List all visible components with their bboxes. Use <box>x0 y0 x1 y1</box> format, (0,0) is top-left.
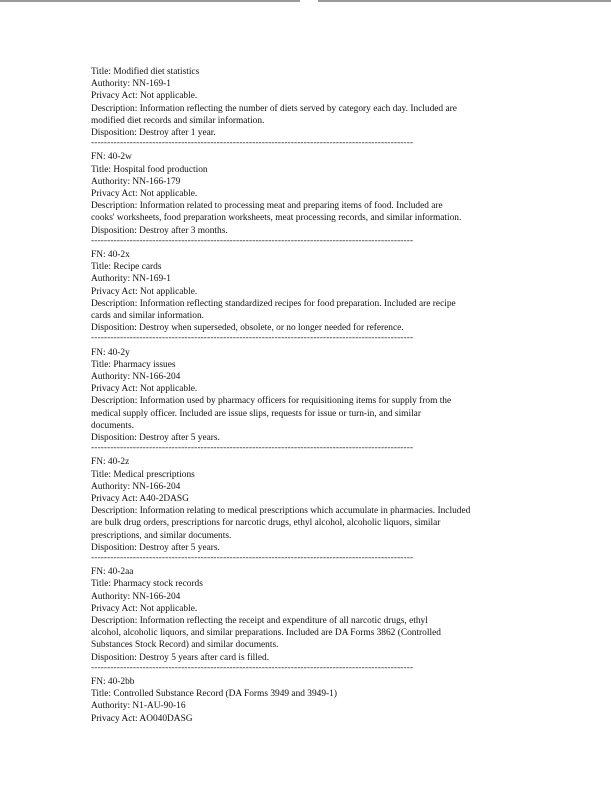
record-description-line: Description: Information relating to medical prescriptions which accumulate in pharmacies. Included <box>91 506 471 517</box>
record-file-number: FN: 40-2y <box>91 347 130 358</box>
record-disposition: Disposition: Destroy after 5 years. <box>91 433 220 444</box>
record-separator: ---------------------------------------------------------------------------------------------------- <box>91 334 414 344</box>
record-description-line: Description: Information used by pharmacy officers for requisitioning items for supply from the <box>91 396 452 407</box>
record-separator: ---------------------------------------------------------------------------------------------------- <box>91 236 414 246</box>
record-title: Title: Controlled Substance Record (DA Forms 3949 and 3949-1) <box>91 689 337 700</box>
record-privacy-act: Privacy Act: A40-2DASG <box>91 494 189 505</box>
record-authority: Authority: NN-166-204 <box>91 481 181 492</box>
record-description-line: documents. <box>91 420 134 431</box>
record-separator: ---------------------------------------------------------------------------------------------------- <box>91 139 414 149</box>
record-title: Title: Hospital food production <box>91 164 208 175</box>
record-authority: Authority: NN-169-1 <box>91 274 171 285</box>
record-privacy-act: Privacy Act: Not applicable. <box>91 603 198 614</box>
record-separator: ---------------------------------------------------------------------------------------------------- <box>91 663 414 673</box>
scan-edge-right <box>318 0 611 2</box>
record-disposition: Disposition: Destroy after 3 months. <box>91 225 228 236</box>
records-list <box>91 66 511 725</box>
record-file-number: FN: 40-2x <box>91 250 130 261</box>
record-privacy-act: Privacy Act: Not applicable. <box>91 384 198 395</box>
record-description-line: Description: Information reflecting the receipt and expenditure of all narcotic drugs, ethyl <box>91 616 428 627</box>
record-title: Title: Pharmacy stock records <box>91 579 203 590</box>
record-description-line: cards and similar information. <box>91 311 204 322</box>
record-description-line: Description: Information reflecting the number of diets served by category each day. Included are <box>91 103 457 114</box>
record-description-line: modified diet records and similar information. <box>91 115 265 126</box>
record-description-line: Substances Stock Record) and similar documents. <box>91 640 279 651</box>
record-privacy-act: Privacy Act: Not applicable. <box>91 286 198 297</box>
record-title: Title: Modified diet statistics <box>91 67 200 77</box>
record-file-number: FN: 40-2z <box>91 457 130 468</box>
record-title: Title: Medical prescriptions <box>91 469 195 480</box>
record-disposition: Disposition: Destroy 5 years after card is filled. <box>91 652 270 663</box>
record-separator: ---------------------------------------------------------------------------------------------------- <box>91 444 414 454</box>
record-privacy-act: Privacy Act: Not applicable. <box>91 91 198 102</box>
record-description-line: prescriptions, and similar documents. <box>91 530 232 541</box>
record-description-line: are bulk drug orders, prescriptions for narcotic drugs, ethyl alcohol, alcoholic liquors, similar <box>91 518 441 529</box>
scan-edge-left <box>0 0 300 2</box>
record-authority: Authority: NN-166-204 <box>91 372 181 383</box>
record-privacy-act: Privacy Act: Not applicable. <box>91 189 198 200</box>
record-description-line: cooks' worksheets, food preparation worksheets, meat processing records, and similar information. <box>91 213 462 224</box>
record-disposition: Disposition: Destroy when superseded, obsolete, or no longer needed for reference. <box>91 323 404 334</box>
record-authority: Authority: NN-169-1 <box>91 79 171 90</box>
record-disposition: Disposition: Destroy after 1 year. <box>91 128 216 139</box>
record-description-line: Description: Information reflecting standardized recipes for food preparation. Included are recipe <box>91 298 456 309</box>
record-file-number: FN: 40-2w <box>91 152 132 163</box>
record-separator: ---------------------------------------------------------------------------------------------------- <box>91 554 414 564</box>
record-authority: Authority: NN-166-179 <box>91 176 181 187</box>
record-disposition: Disposition: Destroy after 5 years. <box>91 542 220 553</box>
record-file-number: FN: 40-2bb <box>91 677 135 688</box>
record-title: Title: Pharmacy issues <box>91 359 176 370</box>
record-authority: Authority: NN-166-204 <box>91 591 181 602</box>
record-description-line: medical supply officer. Included are issue slips, requests for issue or turn-in, and similar <box>91 408 421 419</box>
record-authority: Authority: N1-AU-90-16 <box>91 701 186 712</box>
record-file-number: FN: 40-2aa <box>91 567 134 578</box>
record-privacy-act: Privacy Act: AO040DASG <box>91 713 193 724</box>
record-description-line: alcohol, alcoholic liquors, and similar preparations. Included are DA Forms 3862 (Controlled <box>91 628 441 639</box>
record-description-line: Description: Information related to processing meat and preparing items of food. Included are <box>91 201 443 212</box>
record-title: Title: Recipe cards <box>91 262 162 273</box>
